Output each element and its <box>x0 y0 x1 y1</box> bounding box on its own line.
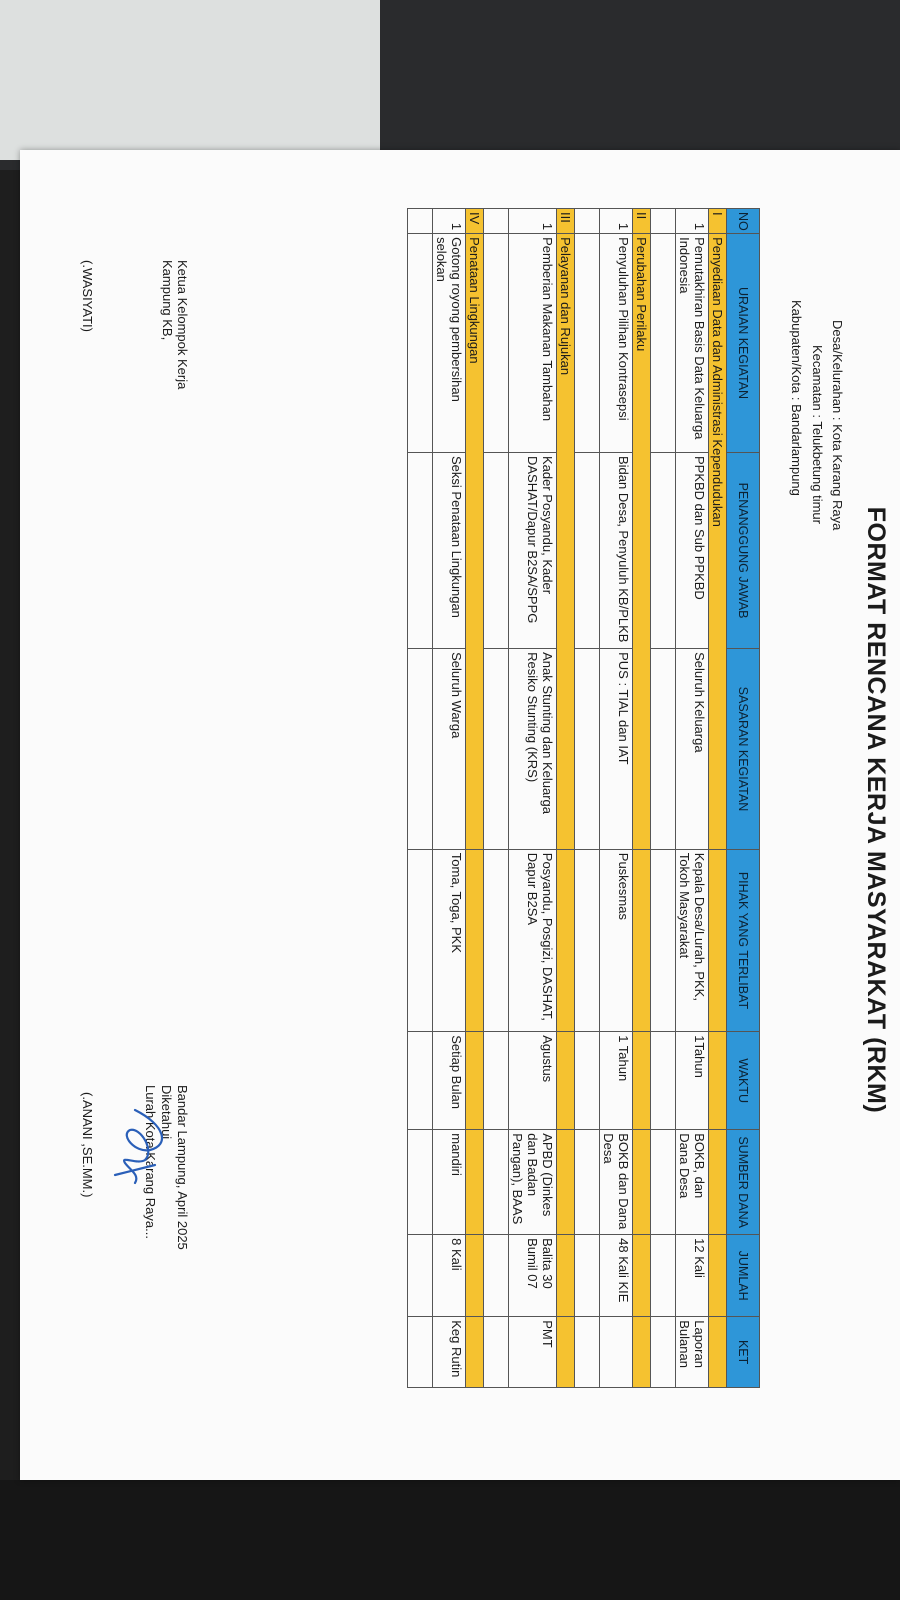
background-floor <box>0 1480 900 1600</box>
cell-no: 1 <box>509 209 557 234</box>
cell-no: 1 <box>600 209 633 234</box>
section-row-4 <box>466 209 484 1388</box>
right-sign-date: Bandar Lampung, April 2025 <box>175 1085 190 1250</box>
right-sign-known: Diketahui <box>159 1085 174 1140</box>
section-title: Perubahan Perilaku <box>633 234 651 850</box>
cell-ket: Keg Rutin <box>433 1317 466 1388</box>
cell-penanggung: Kader Posyandu, Kader DASHAT/Dapur B2SA/SPPG <box>509 453 557 649</box>
cell-penanggung: PPKBD dan Sub PPKBD <box>676 453 709 649</box>
document-title: FORMAT RENCANA KERJA MASYARAKAT (RKM) <box>862 506 890 1114</box>
table-row <box>676 209 709 1388</box>
section-number: III <box>557 209 575 234</box>
left-sign-role: Ketua Kelompok Kerja <box>175 260 190 390</box>
signature-block-left <box>160 260 190 389</box>
blank-row <box>484 209 509 1388</box>
cell-jumlah: 8 Kali <box>433 1235 466 1317</box>
left-sign-name: (.WASIYATI) <box>80 260 95 332</box>
cell-sasaran: PUS : TIAL dan IAT <box>600 649 633 850</box>
section-title: Penataan Lingkungan <box>466 234 484 850</box>
section-number: IV <box>466 209 484 234</box>
header-no: NO <box>727 209 760 234</box>
header-penanggung: PENANGGUNG JAWAB <box>727 453 760 649</box>
cell-uraian: Pemberian Makanan Tambahan <box>509 234 557 453</box>
handwritten-signature-icon <box>105 1105 175 1195</box>
table-row <box>600 209 633 1388</box>
blank-row <box>651 209 676 1388</box>
cell-ket: Laporan Bulanan <box>676 1317 709 1388</box>
rkm-table <box>407 208 760 1388</box>
paper-sheet <box>20 150 900 1480</box>
kecamatan-line: Kecamatan : Telukbetung timur <box>810 345 825 524</box>
kabupaten-line: Kabupaten/Kota : Bandarlampung <box>789 300 804 496</box>
cell-penanggung: Seksi Penataan Lingkungan <box>433 453 466 649</box>
section-row-2 <box>633 209 651 1388</box>
header-ket: KET <box>727 1317 760 1388</box>
cell-sasaran: Anak Stunting dan Keluarga Resiko Stunting (KRS) <box>509 649 557 850</box>
cell-sumber: BOKB dan Dana Desa <box>600 1130 633 1235</box>
blank-row <box>408 209 433 1388</box>
cell-no: 1 <box>676 209 709 234</box>
cell-ket <box>600 1317 633 1388</box>
cell-sumber: BOKB, dan Dana Desa <box>676 1130 709 1235</box>
cell-waktu: 1 Tahun <box>600 1032 633 1130</box>
cell-uraian: Pemutakhiran Basis Data Keluarga Indonesia <box>676 234 709 453</box>
section-title: Penyediaan Data dan Administrasi Kependudukan <box>709 234 727 850</box>
section-row-1 <box>709 209 727 1388</box>
cell-waktu: Agustus <box>509 1032 557 1130</box>
cell-no: 1 <box>433 209 466 234</box>
table-row <box>433 209 466 1388</box>
cell-penanggung: Bidan Desa, Penyuluh KB/PLKB <box>600 453 633 649</box>
right-sign-name: (.ANANI ,SE.MM.) <box>80 1092 95 1198</box>
header-jumlah: JUMLAH <box>727 1235 760 1317</box>
cell-ket: PMT <box>509 1317 557 1388</box>
header-sumber: SUMBER DANA <box>727 1130 760 1235</box>
section-row-3 <box>557 209 575 1388</box>
cell-pihak: Posyandu, Posgizi, DASHAT, Dapur B2SA <box>509 849 557 1031</box>
blank-row <box>575 209 600 1388</box>
header-uraian: URAIAN KEGIATAN <box>727 234 760 453</box>
cell-sumber: mandiri <box>433 1130 466 1235</box>
rotated-page <box>30 180 890 1440</box>
cell-jumlah: 12 Kali <box>676 1235 709 1317</box>
desa-line: Desa/Kelurahan : Kota Karang Raya <box>830 320 845 531</box>
section-title: Pelayanan dan Rujukan <box>557 234 575 850</box>
cell-uraian: Penyuluhan Pilihan Kontrasepsi <box>600 234 633 453</box>
header-sasaran: SASARAN KEGIATAN <box>727 649 760 850</box>
cell-sasaran: Seluruh Warga <box>433 649 466 850</box>
cell-pihak: Toma, Toga, PKK <box>433 849 466 1031</box>
background-wall <box>0 0 380 160</box>
header-waktu: WAKTU <box>727 1032 760 1130</box>
table-row <box>509 209 557 1388</box>
cell-waktu: Setiap Bulan <box>433 1032 466 1130</box>
table-header-row <box>727 209 760 1388</box>
cell-pihak: Kepala Desa/Lurah, PKK, Tokoh Masyarakat <box>676 849 709 1031</box>
cell-sasaran: Seluruh Keluarga <box>676 649 709 850</box>
cell-sumber: APBD (Dinkes dan Badan Pangan), BAAS <box>509 1130 557 1235</box>
header-pihak: PIHAK YANG TERLIBAT <box>727 849 760 1031</box>
cell-waktu: 1Tahun <box>676 1032 709 1130</box>
section-number: II <box>633 209 651 234</box>
right-sign-role: Lurah Kota Karang Raya... <box>143 1085 158 1239</box>
left-sign-org: Kampung KB, <box>160 260 175 341</box>
cell-uraian: Gotong royong pembersihan selokan <box>433 234 466 453</box>
cell-jumlah: 48 Kali KIE <box>600 1235 633 1317</box>
section-number: I <box>709 209 727 234</box>
cell-jumlah: Balita 30 Bumil 07 <box>509 1235 557 1317</box>
cell-pihak: Puskesmas <box>600 849 633 1031</box>
